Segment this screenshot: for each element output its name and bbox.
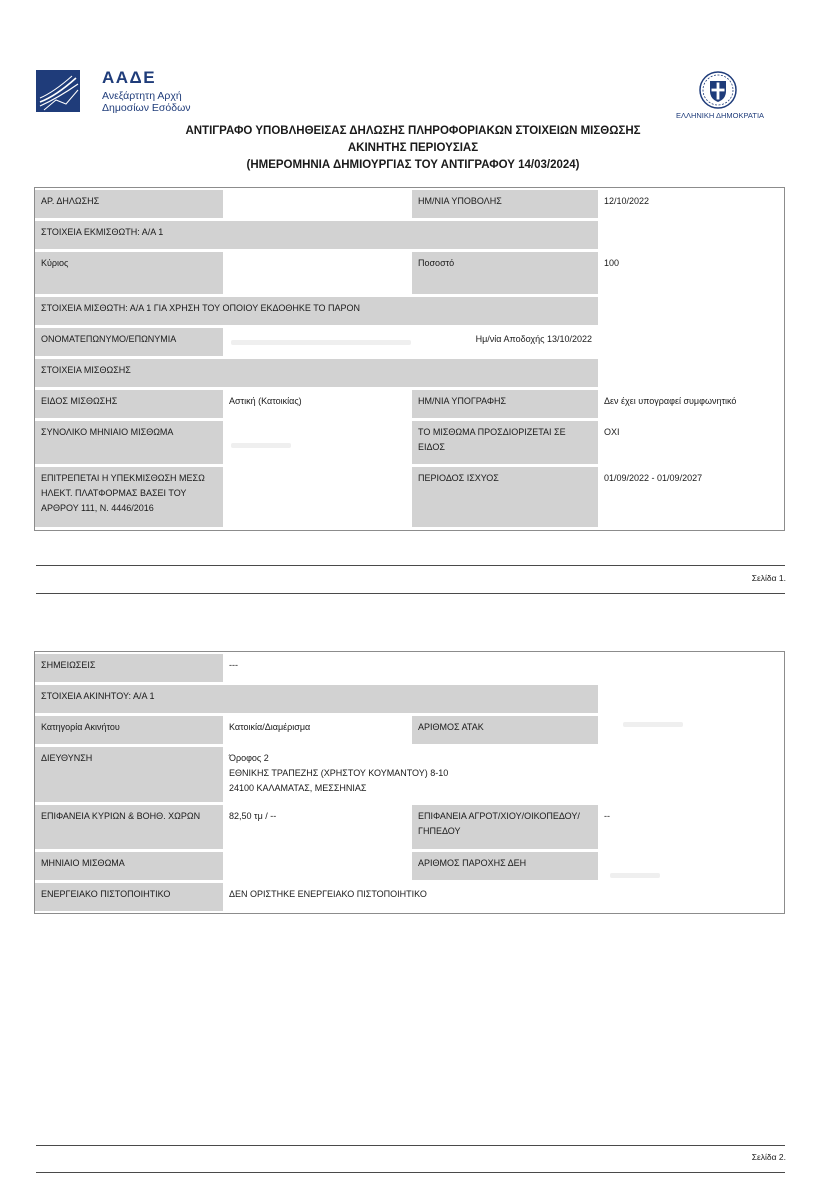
submit-date-label: ΗΜ/ΝΙΑ ΥΠΟΒΟΛΗΣ — [412, 190, 598, 218]
address-value — [223, 747, 598, 802]
monthly-rent-value — [223, 852, 412, 880]
owner-label: Κύριος — [35, 252, 223, 294]
decl-no-value — [223, 190, 412, 218]
greek-emblem-icon — [698, 70, 738, 110]
address-floor: Όροφος 2 — [229, 753, 269, 763]
address-city: 24100 ΚΑΛΑΜΑΤΑΣ, ΜΕΣΣΗΝΙΑΣ — [229, 783, 367, 793]
energy-label: ΕΝΕΡΓΕΙΑΚΟ ΠΙΣΤΟΠΟΙΗΤΙΚΟ — [35, 883, 223, 911]
address-street: ΕΘΝΙΚΗΣ ΤΡΑΠΕΖΗΣ (ΧΡΗΣΤΟΥ ΚΟΥΜΑΝΤΟΥ) 8-10 — [229, 768, 449, 778]
page2-footer-rule-bottom — [36, 1172, 785, 1173]
validity-value: 01/09/2022 - 01/09/2027 — [598, 467, 784, 527]
lease-section-header: ΣΤΟΙΧΕΙΑ ΜΙΣΘΩΣΗΣ — [35, 359, 598, 387]
name-label: ΟΝΟΜΑΤΕΠΩΝΥΜΟ/ΕΠΩΝΥΜΙΑ — [35, 328, 223, 356]
notes-label: ΣΗΜΕΙΩΣΕΙΣ — [35, 654, 223, 682]
document-title-line2: ΑΚΙΝΗΤΗΣ ΠΕΡΙΟΥΣΙΑΣ — [347, 142, 479, 154]
state-label: ΕΛΛΗΝΙΚΗ ΔΗΜΟΚΡΑΤΙΑ — [675, 111, 765, 120]
page1-footer-rule-bottom — [36, 593, 785, 594]
atak-label: ΑΡΙΘΜΟΣ ΑΤΑΚ — [412, 716, 598, 744]
validity-label: ΠΕΡΙΟΔΟΣ ΙΣΧΥΟΣ — [412, 467, 598, 527]
redacted-dei — [610, 873, 660, 878]
monthly-rent-label: ΜΗΝΙΑΙΟ ΜΙΣΘΩΜΑ — [35, 852, 223, 880]
sublease-label: ΕΠΙΤΡΕΠΕΤΑΙ Η ΥΠΕΚΜΙΣΘΩΣΗ ΜΕΣΩ ΗΛΕΚΤ. ΠΛΑΤΦΟΡΜΑΣ ΒΑΣΕΙ ΤΟΥ ΑΡΘΡΟΥ 111, Ν. 4446/2016 — [35, 467, 223, 527]
category-label: Κατηγορία Ακινήτου — [35, 716, 223, 744]
owner-value — [223, 252, 412, 294]
lease-type-value: Αστική (Κατοικίας) — [223, 390, 412, 418]
aade-logo-icon — [36, 70, 80, 112]
lease-declaration-table — [34, 187, 785, 531]
percent-value: 100 — [598, 252, 784, 294]
document-title-line1: ΑΝΤΙΓΡΑΦΟ ΥΠΟΒΛΗΘΕΙΣΑΣ ΔΗΛΩΣΗΣ ΠΛΗΡΟΦΟΡΙΑΚΩΝ ΣΤΟΙΧΕΙΩΝ ΜΙΣΘΩΣΗΣ — [185, 125, 641, 137]
lessee-section-header: ΣΤΟΙΧΕΙΑ ΜΙΣΘΩΤΗ: Α/Α 1 ΓΙΑ ΧΡΗΣΗ ΤΟΥ ΟΠΟΙΟΥ ΕΚΔΟΘΗΚΕ ΤΟ ΠΑΡΟΝ — [35, 297, 598, 325]
category-value: Κατοικία/Διαμέρισμα — [223, 716, 412, 744]
decl-no-label: ΑΡ. ΔΗΛΩΣΗΣ — [35, 190, 223, 218]
agency-full-name: Ανεξάρτητη Αρχή Δημοσίων Εσόδων — [102, 90, 191, 114]
dei-label: ΑΡΙΘΜΟΣ ΠΑΡΟΧΗΣ ΔΕΗ — [412, 852, 598, 880]
area-label: ΕΠΙΦΑΝΕΙΑ ΚΥΡΙΩΝ & ΒΟΗΘ. ΧΩΡΩΝ — [35, 805, 223, 849]
page2-footer-rule-top — [36, 1145, 785, 1146]
property-section-header: ΣΤΟΙΧΕΙΑ ΑΚΙΝΗΤΟΥ: Α/Α 1 — [35, 685, 598, 713]
redacted-name — [231, 340, 411, 345]
rent-defined-label: ΤΟ ΜΙΣΘΩΜΑ ΠΡΟΣΔΙΟΡΙΖΕΤΑΙ ΣΕ ΕΙΔΟΣ — [412, 421, 598, 464]
property-details-table — [34, 651, 785, 914]
address-label: ΔΙΕΥΘΥΝΣΗ — [35, 747, 223, 802]
notes-value: --- — [223, 654, 784, 682]
land-area-label: ΕΠΙΦΑΝΕΙΑ ΑΓΡΟΤ/ΧΙΟΥ/ΟΙΚΟΠΕΔΟΥ/ΓΗΠΕΔΟΥ — [412, 805, 598, 849]
monthly-total-label: ΣΥΝΟΛΙΚΟ ΜΗΝΙΑΙΟ ΜΙΣΘΩΜΑ — [35, 421, 223, 464]
submit-date-value: 12/10/2022 — [598, 190, 784, 218]
area-value: 82,50 τμ / -- — [223, 805, 412, 849]
lease-type-label: ΕΙΔΟΣ ΜΙΣΘΩΣΗΣ — [35, 390, 223, 418]
energy-value: ΔΕΝ ΟΡΙΣΤΗΚΕ ΕΝΕΡΓΕΙΑΚΟ ΠΙΣΤΟΠΟΙΗΤΙΚΟ — [223, 883, 784, 911]
percent-label: Ποσοστό — [412, 252, 598, 294]
document-title-line3: (ΗΜΕΡΟΜΗΝΙΑ ΔΗΜΙΟΥΡΓΙΑΣ ΤΟΥ ΑΝΤΙΓΡΑΦΟΥ 14/03/2024) — [246, 159, 580, 171]
sign-date-label: ΗΜ/ΝΙΑ ΥΠΟΓΡΑΦΗΣ — [412, 390, 598, 418]
agency-short-name: ΑΑΔΕ — [102, 68, 157, 87]
land-area-value: -- — [598, 805, 784, 849]
page1-footer-rule-top — [36, 565, 785, 566]
page2-number: Σελίδα 2. — [751, 1152, 786, 1162]
lessor-section-header: ΣΤΟΙΧΕΙΑ ΕΚΜΙΣΘΩΤΗ: Α/Α 1 — [35, 221, 598, 249]
sublease-value — [223, 467, 412, 527]
sign-date-value: Δεν έχει υπογραφεί συμφωνητικό — [598, 390, 784, 418]
redacted-monthly-total — [231, 443, 291, 448]
redacted-atak — [623, 722, 683, 727]
acceptance-date: Ημ/νία Αποδοχής 13/10/2022 — [475, 334, 592, 344]
page1-number: Σελίδα 1. — [751, 573, 786, 583]
rent-defined-value: ΟΧΙ — [598, 421, 784, 464]
